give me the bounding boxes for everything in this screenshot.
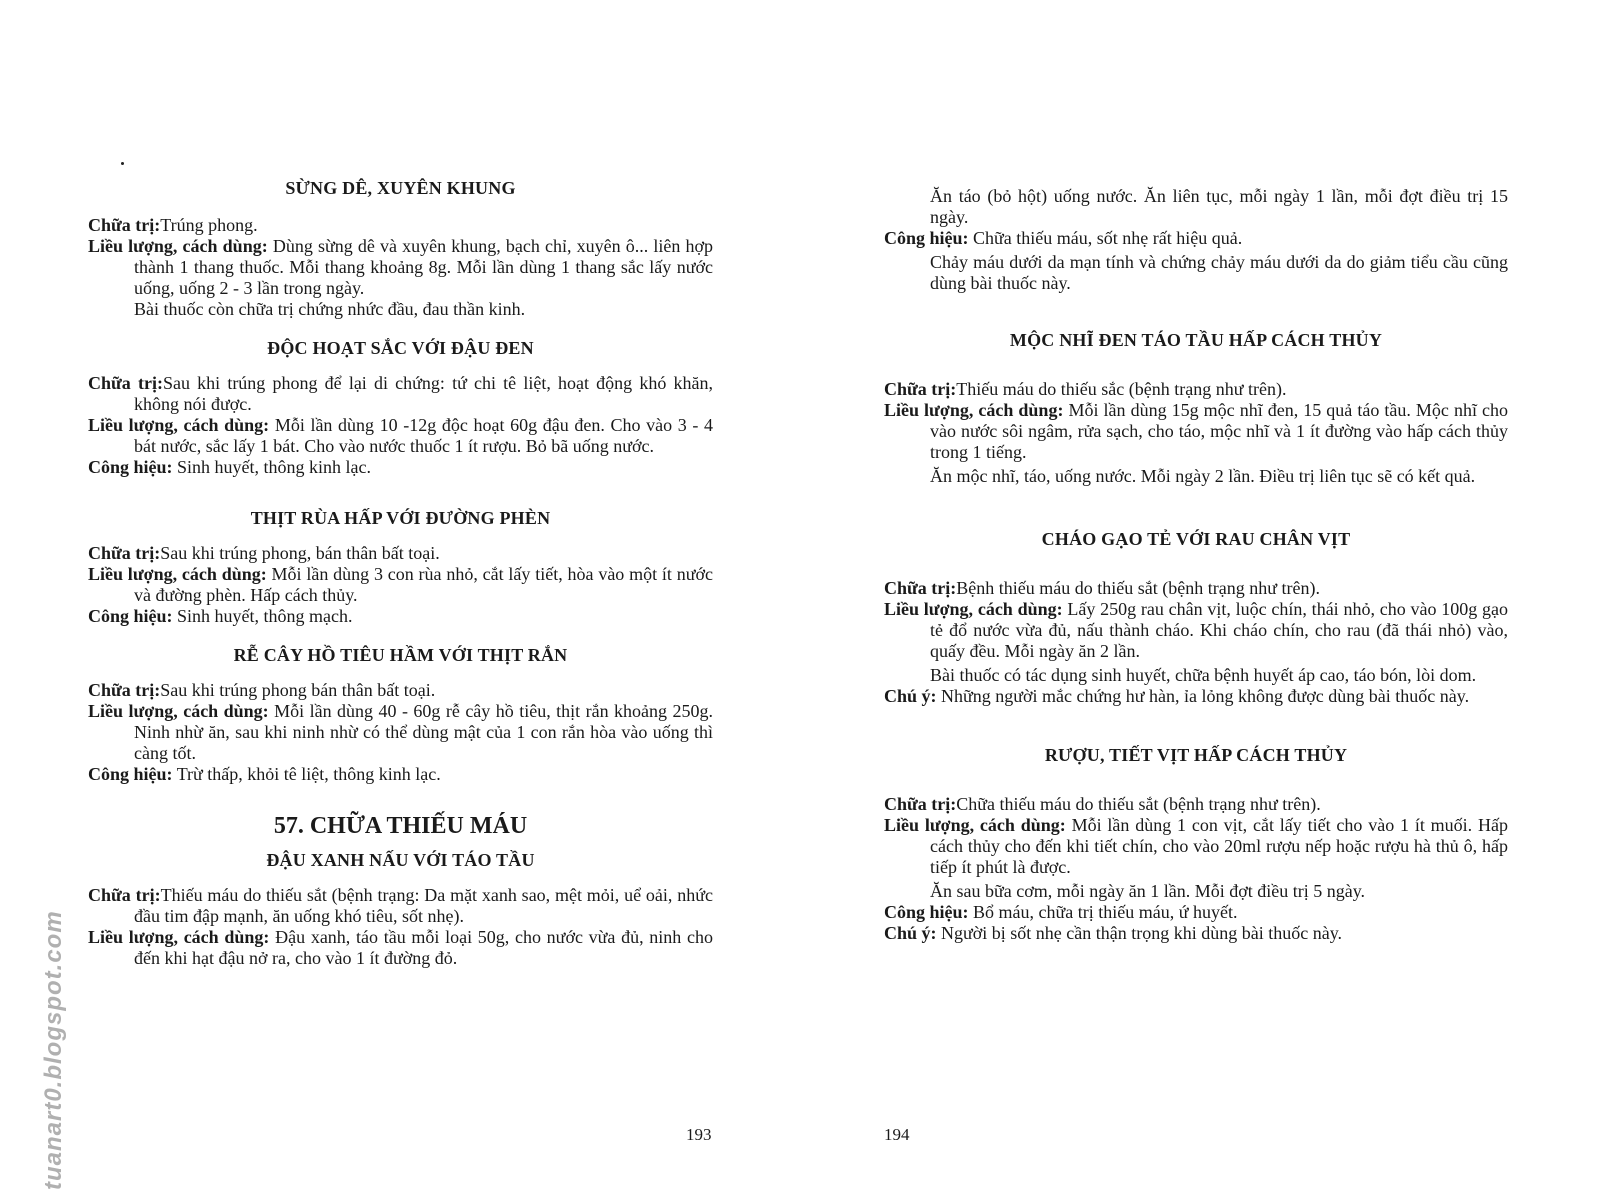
entry-text: Chữa thiếu máu do thiếu sắt (bệnh trạng như trên).	[956, 794, 1321, 814]
entry-indication	[884, 578, 1508, 599]
entry-indication	[884, 379, 1508, 400]
entry-effect	[884, 902, 1508, 923]
entry-text: Sau khi trúng phong bán thân bất toại.	[160, 680, 436, 700]
entry-text: Người bị sốt nhẹ cần thận trọng khi dùng bài thuốc này.	[936, 923, 1343, 943]
entry-text: Mỗi lần dùng 3 con rùa nhỏ, cắt lấy tiết, hòa vào một ít nước và đường phèn. Hấp cách thủy.	[134, 564, 713, 605]
entry-dosage	[88, 927, 713, 969]
entry-label: Liều lượng, cách dùng:	[884, 815, 1066, 835]
entry-label: Chú ý:	[884, 923, 937, 943]
section-title: RƯỢU, TIẾT VỊT HẤP CÁCH THỦY	[1044, 745, 1348, 765]
entry-dosage	[88, 236, 713, 299]
entry-label: Liều lượng, cách dùng:	[88, 236, 268, 256]
entry-text: Mỗi lần dùng 15g mộc nhĩ đen, 15 quả táo tầu. Mộc nhĩ cho vào nước sôi ngâm, rửa sạch, cho táo, mộc nhĩ và 1 ít đường vào hấp cách thủy trong 1 tiếng.	[930, 400, 1508, 462]
entry-note: Bài thuốc có tác dụng sinh huyết, chữa bệnh huyết áp cao, táo bón, lòi dom.	[930, 665, 1477, 685]
entry-text: Bệnh thiếu máu do thiếu sắt (bệnh trạng như trên).	[956, 578, 1320, 598]
entry-effect	[884, 228, 1508, 249]
section-title: CHÁO GẠO TẺ VỚI RAU CHÂN VỊT	[1041, 529, 1351, 549]
entry-label: Chữa trị:	[88, 680, 161, 700]
section-title: RỄ CÂY HỒ TIÊU HẦM VỚI THỊT RẮN	[233, 645, 568, 665]
entry-dosage	[88, 564, 713, 606]
section-title: SỪNG DÊ, XUYÊN KHUNG	[285, 178, 516, 198]
watermark-text: tuanart0.blogspot.com	[40, 910, 67, 1190]
entry-text: Thiếu máu do thiếu sắt (bệnh trạng: Da mặt xanh sao, mệt mỏi, uể oải, nhức đầu tim đập mạnh, ăn uống khó tiêu, sốt nhẹ).	[134, 885, 713, 926]
entry-label: Liều lượng, cách dùng:	[88, 701, 269, 721]
entry-label: Công hiệu:	[88, 764, 173, 784]
entry-text: Sau khi trúng phong, bán thân bất toại.	[160, 543, 440, 563]
entry-label: Liều lượng, cách dùng:	[88, 564, 267, 584]
entry-label: Công hiệu:	[88, 457, 173, 477]
entry-label: Liều lượng, cách dùng:	[88, 415, 270, 435]
entry-label: Chữa trị:	[884, 379, 957, 399]
entry-label: Liều lượng, cách dùng:	[884, 599, 1063, 619]
entry-effect	[88, 457, 713, 478]
entry-text: Những người mắc chứng hư hàn, ỉa lỏng không được dùng bài thuốc này.	[936, 686, 1470, 706]
entry-indication	[88, 373, 713, 415]
entry-label: Công hiệu:	[884, 228, 969, 248]
section-title: ĐẬU XANH NẤU VỚI TÁO TẦU	[266, 850, 535, 870]
entry-effect	[88, 606, 713, 627]
page-number: 193	[686, 1125, 712, 1144]
entry-caution	[884, 686, 1508, 707]
entry-indication	[88, 680, 713, 701]
entry-note: Bài thuốc còn chữa trị chứng nhức đầu, đau thần kinh.	[134, 299, 526, 319]
entry-indication	[884, 794, 1508, 815]
speck	[121, 162, 124, 165]
entry-text: Sinh huyết, thông mạch.	[172, 606, 353, 626]
entry-text: Mỗi lần dùng 10 -12g độc hoạt 60g đậu đen. Cho vào 3 - 4 bát nước, sắc lấy 1 bát. Cho vào nước thuốc 1 ít rượu. Bỏ bã uống nước.	[134, 415, 713, 456]
entry-note: Ăn sau bữa cơm, mỗi ngày ăn 1 lần. Mỗi đợt điều trị 5 ngày.	[930, 881, 1366, 901]
entry-text: Sinh huyết, thông kinh lạc.	[172, 457, 371, 477]
page-number: 194	[884, 1125, 910, 1144]
chapter-title: 57. CHỮA THIẾU MÁU	[273, 813, 528, 839]
left-column	[88, 178, 713, 969]
entry-label: Chữa trị:	[88, 543, 161, 563]
entry-note: Ăn mộc nhĩ, táo, uống nước. Mỗi ngày 2 lần. Điều trị liên tục sẽ có kết quả.	[930, 466, 1476, 486]
entry-text: Trừ thấp, khỏi tê liệt, thông kinh lạc.	[172, 764, 441, 784]
entry-dosage	[88, 415, 713, 457]
entry-text: Đậu xanh, táo tầu mỗi loại 50g, cho nước vừa đủ, ninh cho đến khi hạt đậu nở ra, cho vào 1 ít đường đỏ.	[134, 927, 713, 968]
section-title: THỊT RÙA HẤP VỚI ĐƯỜNG PHÈN	[250, 508, 551, 528]
entry-label: Chữa trị:	[884, 794, 957, 814]
entry-dosage	[884, 599, 1508, 662]
entry-label: Chữa trị:	[88, 885, 161, 905]
section-title: ĐỘC HOẠT SẮC VỚI ĐẬU ĐEN	[267, 338, 534, 358]
entry-text: Dùng sừng dê và xuyên khung, bạch chỉ, xuyên ô... liên hợp thành 1 thang thuốc. Mỗi thang khoảng 8g. Mỗi lần dùng 1 thang sắc lấy nước uống, uống 2 - 3 lần trong ngày.	[134, 236, 713, 298]
entry-caution	[884, 923, 1508, 944]
right-column	[884, 186, 1508, 944]
entry-text: Mỗi lần dùng 1 con vịt, cắt lấy tiết cho vào 1 ít muối. Hấp cách thủy cho đến khi tiết chín, cho vào 20ml rượu nếp hoặc rượu hà thủ ô, hấp tiếp ít phút là được.	[930, 815, 1508, 877]
entry-text: Trúng phong.	[160, 215, 258, 235]
entry-text: Lấy 250g rau chân vịt, luộc chín, thái nhỏ, cho vào 100g gạo tẻ đổ nước vừa đủ, nấu thành cháo. Khi cháo chín, cho rau (đã thái nhỏ) vào, quấy đều. Mỗi ngày ăn 2 lần.	[930, 599, 1508, 661]
entry-label: Công hiệu:	[884, 902, 969, 922]
entry-indication	[88, 543, 713, 564]
entry-text: Sau khi trúng phong để lại di chứng: tứ chi tê liệt, hoạt động khó khăn, không nói được.	[134, 373, 713, 414]
entry-label: Chữa trị:	[884, 578, 957, 598]
entry-label: Chữa trị:	[88, 373, 163, 393]
entry-note: Chảy máu dưới da mạn tính và chứng chảy máu dưới da do giảm tiểu cầu cũng dùng bài thuốc này.	[930, 252, 1508, 293]
entry-label: Liều lượng, cách dùng:	[88, 927, 270, 947]
right-page	[800, 0, 1600, 1200]
entry-indication	[88, 885, 713, 927]
entry-label: Công hiệu:	[88, 606, 173, 626]
entry-dosage	[884, 400, 1508, 463]
entry-dosage	[88, 701, 713, 764]
section-title: MỘC NHĨ ĐEN TÁO TẦU HẤP CÁCH THỦY	[1009, 330, 1383, 350]
entry-text: Thiếu máu do thiếu sắc (bệnh trạng như trên).	[956, 379, 1287, 399]
entry-text: Bổ máu, chữa trị thiếu máu, ứ huyết.	[968, 902, 1238, 922]
entry-text: Chữa thiếu máu, sốt nhẹ rất hiệu quả.	[968, 228, 1243, 248]
entry-label: Chữa trị:	[88, 215, 161, 235]
continued-text: Ăn táo (bỏ hột) uống nước. Ăn liên tục, mỗi ngày 1 lần, mỗi đợt điều trị 15 ngày.	[930, 186, 1508, 227]
entry-text: Mỗi lần dùng 40 - 60g rễ cây hồ tiêu, thịt rắn khoảng 250g. Ninh nhừ ăn, sau khi ninh nhừ có thể dùng mật của 1 con rắn hòa vào uống thì càng tốt.	[134, 701, 714, 763]
entry-indication	[88, 215, 713, 236]
entry-dosage	[884, 815, 1508, 878]
entry-effect	[88, 764, 713, 785]
entry-label: Liều lượng, cách dùng:	[884, 400, 1064, 420]
entry-label: Chú ý:	[884, 686, 937, 706]
